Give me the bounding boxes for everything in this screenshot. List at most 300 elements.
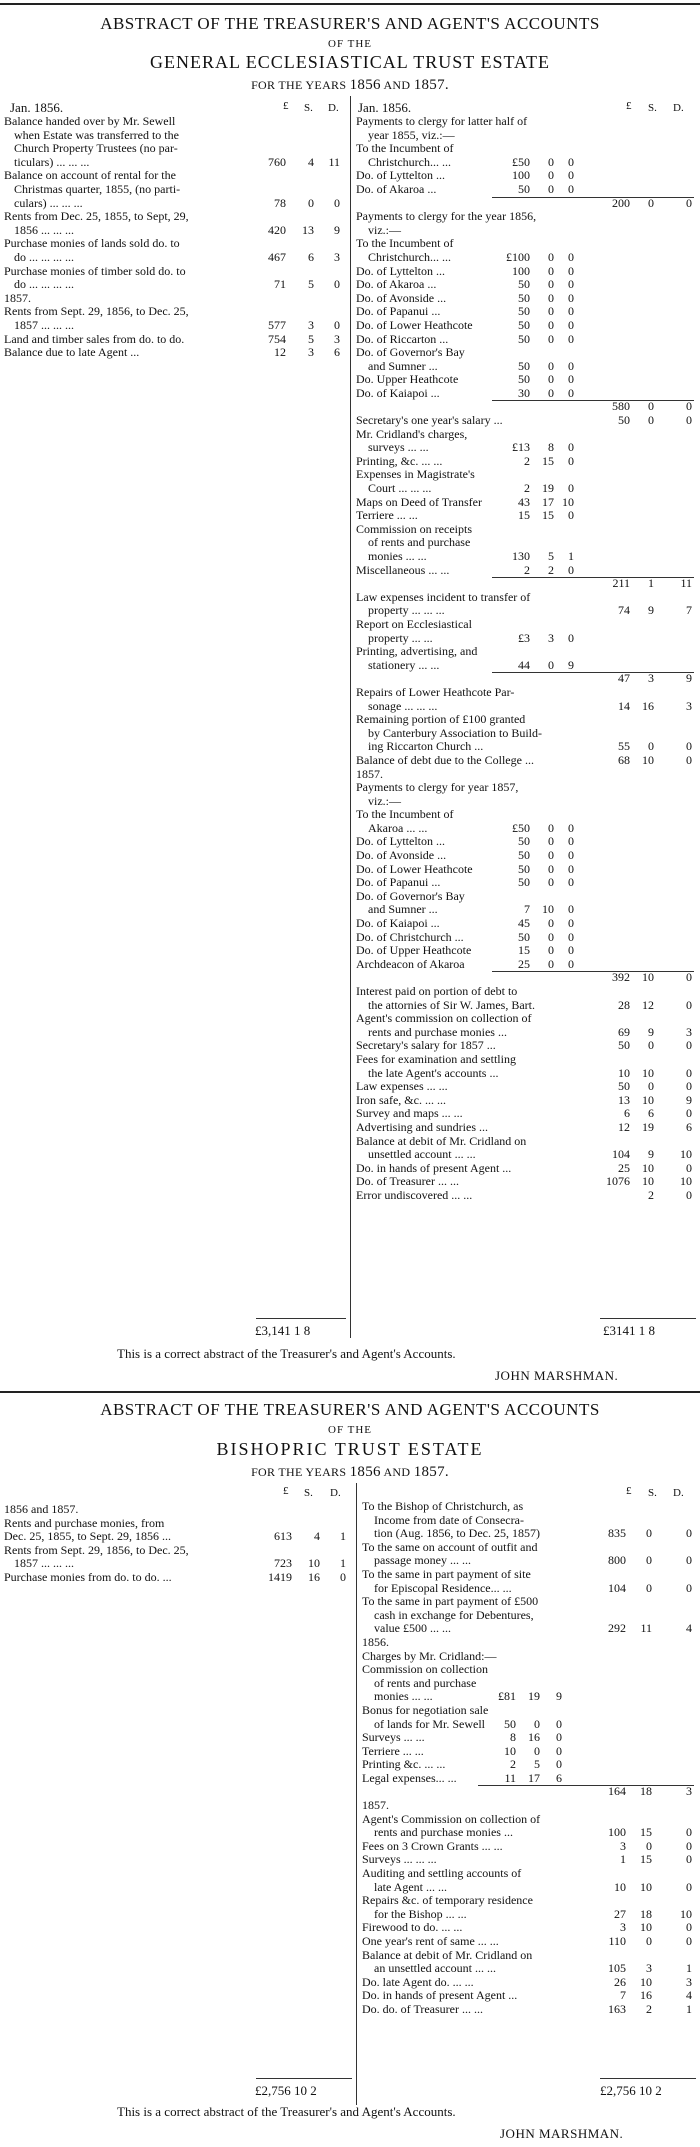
ledger-row [356,577,696,591]
ledger-row [356,700,696,714]
item-description: 1856. [362,1635,389,1649]
ledger-row [356,278,696,292]
item-description: Survey and maps ... ... [356,1107,463,1121]
ledger-row [362,1989,696,2003]
amount-pounds: 2 [524,453,530,468]
amount-pounds: 15 [518,508,530,523]
item-description: 1857 ... ... ... [14,1557,74,1571]
amount-pounds: 100 [512,263,530,278]
item-description: 1857. [356,767,383,781]
total-pounds: 10 [614,1879,626,1894]
total-pounds: 292 [608,1621,626,1636]
ledger-row [356,903,696,917]
total-pence: 10 [680,1906,692,1921]
doc1-and: AND [383,78,411,92]
ledger-row [356,536,696,550]
item-description: Do. of Kaiapoi ... [356,386,440,400]
ledger-row [362,1921,696,1935]
total-pence: 0 [686,1079,692,1094]
amount-pounds: 760 [268,154,286,169]
amount-pence: 0 [556,1716,562,1731]
total-shillings: 0 [646,1580,652,1595]
item-description: viz.:— [368,794,401,808]
total-shillings: 6 [648,1106,654,1121]
item-description: One year's rent of same ... ... [362,1935,499,1948]
item-description: Balance handed over by Mr. Sewell [4,115,176,128]
total-pence: 10 [680,1174,692,1189]
doc1-footer: This is a correct abstract of the Treasurer's and Agent's Accounts. [117,1346,456,1361]
item-description: rents and purchase monies ... [368,1025,507,1039]
amount-pence: 0 [568,249,574,264]
item-description: Dec. 25, 1855, to Sept. 29, 1856 ... [4,1530,171,1544]
item-description: Do. of Akaroa ... [356,182,437,196]
ledger-row [356,346,696,360]
ledger-row [362,1568,696,1582]
amount-pounds: 577 [268,317,286,332]
doc2-left-col-s: S. [304,1487,313,1499]
total-pounds: 110 [608,1934,626,1948]
amount-pence: 0 [568,385,574,400]
item-description: Archdeacon of Akaroa [356,957,465,971]
item-description: Payments to clergy for latter half of [356,115,528,128]
amount-shillings: 13 [302,222,314,237]
amount-pounds: £50 [512,154,530,169]
amount-shillings: 0 [548,317,554,332]
mid-rule [0,1391,700,1393]
amount-pence: 1 [568,549,574,563]
amount-shillings: 0 [534,1716,540,1731]
ledger-row [362,1962,696,1976]
ledger-row [356,251,696,265]
amount-pence: 0 [568,317,574,332]
item-description: 1856 ... ... ... [14,223,74,237]
item-description: Do. of Lower Heathcote [356,862,473,876]
doc2-years-pre: FOR THE YEARS [251,1465,347,1479]
doc1-of: OF THE [328,38,372,50]
total-shillings: 19 [642,1119,654,1134]
item-description: Do. of Papanui ... [356,305,441,319]
ledger-row [356,1189,696,1203]
doc1-years-pre: FOR THE YEARS [251,78,347,92]
total-shillings: 12 [642,997,654,1012]
total-shillings: 15 [640,1852,652,1867]
total-shillings: 1 [648,576,654,591]
ledger-row [362,2003,696,2017]
item-description: To the Incumbent of [356,237,454,251]
item-description: Report on Ecclesiastical [356,617,472,631]
ledger-row [362,1935,696,1949]
doc1-title: ABSTRACT OF THE TREASURER'S AND AGENT'S ACCOUNTS [100,14,600,33]
ledger-row [4,115,346,129]
total-pence: 0 [686,1879,692,1894]
item-description: passage money ... ... [374,1554,471,1568]
item-description: monies ... ... [374,1690,433,1704]
amount-pounds: 25 [518,956,530,971]
amount-pence: 3 [334,249,340,264]
item-description: Remaining portion of £100 granted [356,713,526,727]
item-description: ticulars) ... ... ... [14,155,90,169]
doc1-left-total: £3,141 1 8 [255,1323,311,1338]
ledger-row [4,1544,352,1558]
amount-shillings: 0 [548,820,554,835]
item-description: ing Riccarton Church ... [368,740,484,754]
amount-pence: 0 [568,481,574,496]
ledger-row [362,1826,696,1840]
item-description: Repairs of Lower Heathcote Par- [356,685,515,699]
total-pence: 10 [680,1147,692,1162]
item-description: Balance of debt due to the College ... [356,753,534,767]
amount-pence: 1 [340,1556,346,1571]
amount-pounds: 1419 [268,1569,292,1584]
total-shillings: 0 [648,1038,654,1053]
amount-shillings: 0 [548,358,554,373]
amount-pounds: 71 [274,277,286,292]
ledger-row [4,129,346,143]
item-description: To the Incumbent of [356,142,454,156]
total-shillings: 0 [646,1553,652,1568]
item-description: Do. of Akaroa ... [356,278,437,292]
ledger-row [4,169,346,183]
item-description: Purchase monies of timber sold do. to [4,264,186,278]
total-pence: 4 [686,1621,692,1636]
ledger-row [4,333,346,347]
total-shillings: 10 [642,1065,654,1080]
amount-pounds: 11 [504,1770,516,1785]
amount-pence: 0 [568,277,574,292]
item-description: Do. of Treasurer ... ... [356,1175,459,1189]
item-description: Repairs &c. of temporary residence [362,1894,533,1908]
item-description: Rents and purchase monies, from [4,1516,165,1530]
ledger-row [362,1745,696,1759]
ledger-row [362,1772,696,1786]
doc1-right-col-s: S. [648,102,657,114]
item-description: Do. in hands of present Agent ... [362,1989,518,2003]
total-shillings: 16 [640,1988,652,2003]
amount-pounds: 420 [268,222,286,237]
amount-pence: 0 [334,317,340,332]
ledger-row [356,564,696,578]
total-shillings: 15 [640,1825,652,1840]
ledger-row [356,319,696,333]
item-description: Christchurch... ... [368,250,451,264]
doc1-left-date: Jan. 1856. [10,100,64,115]
total-shillings: 0 [646,1934,652,1948]
item-description: and Sumner ... [368,359,438,373]
ledger-row [356,333,696,347]
total-pence: 0 [686,399,692,414]
doc2-left-total: £2,756 10 2 [255,2083,317,2098]
doc1-right-col-l: £ [626,100,632,112]
total-shillings: 10 [640,1879,652,1894]
total-shillings: 0 [648,413,654,428]
ledger-row [356,197,696,211]
amount-shillings: 4 [314,1529,320,1544]
amount-shillings: 0 [548,304,554,319]
ledger-row [356,305,696,319]
total-pounds: 50 [618,1079,630,1094]
ledger-row [356,550,696,564]
item-description: Legal expenses... ... [362,1771,457,1785]
ledger-row [362,1718,696,1732]
doc1-year1: 1856 [349,77,381,93]
amount-shillings: 17 [528,1770,540,1785]
ledger-row [356,387,696,401]
doc1-right-col-d: D. [673,102,684,114]
total-shillings: 0 [648,1079,654,1094]
ledger-row [4,142,346,156]
item-description: for the Bishop ... ... [374,1907,467,1921]
doc2-and: AND [383,1465,411,1479]
ledger-row [356,1012,696,1026]
item-description: Do. of Lyttelton ... [356,835,445,849]
ledger-row [356,835,696,849]
amount-pence: 0 [568,453,574,468]
item-description: culars) ... ... ... [14,196,83,210]
total-pence: 0 [686,1187,692,1202]
ledger-row [356,754,696,768]
amount-pounds: 50 [518,861,530,876]
doc2-year2: 1857. [413,1464,449,1480]
amount-pounds: 78 [274,195,286,210]
total-pence: 0 [686,1160,692,1175]
ledger-row [356,1162,696,1176]
item-description: To the same on account of outfit and [362,1540,538,1554]
ledger-row [362,1949,696,1963]
total-pence: 0 [686,1825,692,1840]
amount-pounds: 50 [518,304,530,319]
item-description: Miscellaneous ... ... [356,563,450,577]
total-shillings: 3 [648,671,654,686]
ledger-row [356,795,696,809]
amount-shillings: 2 [548,562,554,577]
item-description: Surveys ... ... ... [362,1853,437,1867]
ledger-row [356,1053,696,1067]
ledger-row [356,659,696,673]
ledger-row [356,455,696,469]
amount-pounds: 15 [518,943,530,958]
top-rule [0,3,700,5]
item-description: 1856 and 1857. [4,1503,79,1516]
subtotal-rule [478,1785,694,1786]
item-description: Law expenses ... ... [356,1080,448,1094]
item-description: Printing &c. ... ... [362,1758,446,1772]
amount-shillings: 5 [308,331,314,346]
total-shillings: 9 [648,1147,654,1162]
amount-shillings: 0 [548,372,554,387]
amount-pounds: 50 [518,317,530,332]
total-pence: 0 [686,1852,692,1867]
item-description: Commission on receipts [356,522,472,536]
amount-pence: 0 [340,1569,346,1584]
amount-pounds: 43 [518,494,530,509]
amount-pounds: 613 [274,1529,292,1544]
ledger-row [356,441,696,455]
amount-pence: 0 [568,372,574,387]
item-description: 1857. [362,1799,389,1813]
ledger-row [4,183,346,197]
ledger-row [356,156,696,170]
doc2-divider [356,1483,357,2105]
ledger-row [356,265,696,279]
item-description: Surveys ... ... [362,1731,425,1745]
ledger-row [362,1500,696,1514]
ledger-row [362,1853,696,1867]
item-description: tion (Aug. 1856, to Dec. 25, 1857) [374,1527,540,1541]
ledger-row [356,1039,696,1053]
total-pounds: 3 [620,1920,626,1935]
item-description: of rents and purchase [368,536,471,550]
amount-shillings: 0 [548,181,554,196]
ledger-row [356,645,696,659]
amount-pence: 0 [568,290,574,305]
subtotal-rule [492,577,694,578]
item-description: unsettled account ... ... [368,1148,476,1162]
doc1-payments [356,115,696,1203]
total-pounds: 200 [612,195,630,210]
ledger-row [356,876,696,890]
ledger-row [356,468,696,482]
amount-shillings: 3 [548,630,554,645]
amount-pence: 0 [568,861,574,876]
ledger-row [362,1582,696,1596]
amount-shillings: 3 [308,345,314,360]
doc2-right-col-l: £ [626,1485,632,1497]
total-pence: 9 [686,671,692,686]
ledger-row [356,849,696,863]
amount-shillings: 0 [548,861,554,876]
amount-pence: 0 [568,834,574,849]
doc1-left-col-l: £ [283,100,289,112]
total-pounds: 12 [618,1119,630,1134]
item-description: do ... ... ... ... [14,278,74,292]
item-description: Do. of Riccarton ... [356,332,449,346]
item-description: an unsettled account ... ... [374,1962,496,1976]
total-pounds: 104 [612,1147,630,1162]
doc2-right-total: £2,756 10 2 [600,2083,662,2098]
total-pence: 3 [686,1974,692,1989]
item-description: To the same in part payment of site [362,1567,531,1581]
ledger-row [4,237,346,251]
amount-shillings: 15 [542,453,554,468]
total-pence: 9 [686,1092,692,1107]
total-shillings: 10 [642,1092,654,1107]
item-description: Maps on Deed of Transfer [356,495,482,509]
ledger-row [362,1541,696,1555]
amount-pence: 0 [556,1757,562,1772]
doc2-year1: 1856 [349,1464,381,1480]
total-shillings: 10 [640,1974,652,1989]
total-pounds: 3 [620,1838,626,1853]
total-pence: 0 [686,1838,692,1853]
amount-pence: 0 [568,331,574,346]
item-description: Charges by Mr. Cridland:— [362,1649,497,1663]
item-description: Purchase monies from do. to do. ... [4,1570,172,1584]
doc2-receipts [4,1503,352,1585]
total-shillings: 2 [646,2001,652,2016]
amount-pounds: £13 [512,440,530,455]
total-pence: 0 [686,1580,692,1595]
ledger-row [356,129,696,143]
ledger-row [356,931,696,945]
amount-shillings: 17 [542,494,554,509]
item-description: Do. of Kaiapoi ... [356,917,440,931]
amount-pence: 0 [568,508,574,523]
amount-shillings: 0 [548,331,554,346]
amount-pounds: 467 [268,249,286,264]
item-description: Expenses in Magistrate's [356,468,475,482]
total-pence: 0 [686,970,692,985]
ledger-row [362,1731,696,1745]
doc1-receipts [4,115,346,360]
amount-pounds: 50 [518,372,530,387]
total-pounds: 28 [618,997,630,1012]
item-description: by Canterbury Association to Build- [368,726,542,740]
ledger-row [362,1514,696,1528]
ledger-row [4,197,346,211]
item-description: Iron safe, &c. ... ... [356,1093,446,1107]
ledger-row [356,808,696,822]
doc2-payments [362,1500,696,2017]
item-description: Law expenses incident to transfer of [356,590,531,604]
item-description: Christmas quarter, 1855, (no parti- [14,182,181,196]
doc1-left-col-s: S. [304,102,313,114]
ledger-row [362,1690,696,1704]
amount-shillings: 3 [308,317,314,332]
ledger-row [4,346,346,360]
doc1-signature: JOHN MARSHMAN. [495,1368,619,1383]
total-shillings: 9 [648,603,654,618]
ledger-row [356,985,696,999]
total-shillings: 0 [648,195,654,210]
item-description: monies ... ... [368,550,427,563]
total-pence: 0 [686,1065,692,1080]
item-description: Balance on account of rental for the [4,169,176,183]
ledger-row [362,1595,696,1609]
item-description: Commission on collection [362,1663,488,1677]
item-description: Do. of Governor's Bay [356,889,465,903]
ledger-row [356,224,696,238]
total-shillings: 0 [646,1526,652,1541]
amount-pounds: 50 [518,848,530,863]
amount-pence: 0 [568,440,574,455]
item-description: Terriere ... ... [362,1744,424,1758]
ledger-row [4,305,346,319]
ledger-row [356,971,696,985]
item-description: Do. do. of Treasurer ... ... [362,2002,483,2016]
amount-pence: 6 [556,1770,562,1785]
item-description: Bonus for negotiation sale [362,1703,489,1717]
doc2-years [0,1464,700,1481]
item-description: Balance due to late Agent ... [4,346,140,360]
amount-pounds: 10 [504,1743,516,1758]
amount-pence: 0 [568,263,574,278]
doc1-divider [350,96,351,1338]
doc2-left-total-rule [256,2078,352,2079]
ledger-row [4,292,346,306]
item-description: Do. of Lyttelton ... [356,264,445,278]
total-shillings: 10 [642,970,654,985]
ledger-row [356,713,696,727]
total-shillings: 3 [646,1961,652,1976]
item-description: value £500 ... ... [374,1622,451,1636]
item-description: Fees on 3 Crown Grants ... ... [362,1839,503,1853]
item-description: of lands for Mr. Sewell [374,1717,485,1731]
total-shillings: 10 [642,1174,654,1189]
amount-pounds: £3 [518,630,530,645]
amount-pounds: 8 [510,1730,516,1745]
total-pence: 1 [686,2001,692,2016]
doc1-years [0,77,700,94]
